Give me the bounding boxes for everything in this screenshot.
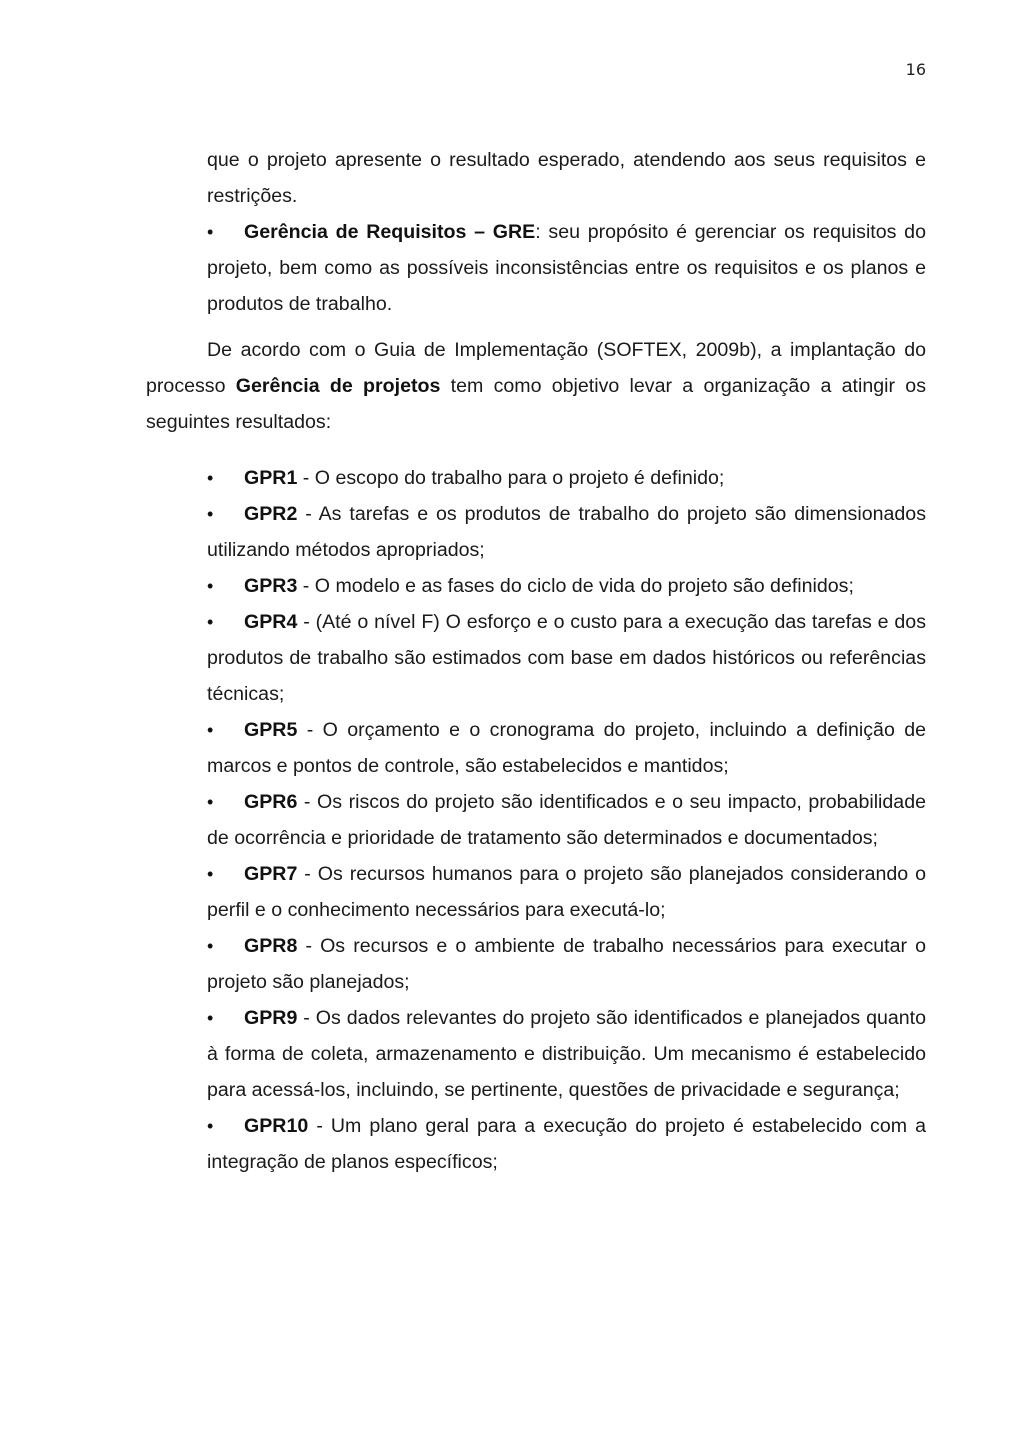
bullet-icon (207, 784, 244, 820)
list-item (207, 1108, 926, 1180)
list-item (207, 712, 926, 784)
bullet-icon (207, 928, 244, 964)
result-text: - (Até o nível F) O esforço e o custo para a execução das tarefas e dos produtos de trabalho são estimados com base em dados históricos ou referências técnicas; (207, 611, 926, 705)
result-text: - Os recursos e o ambiente de trabalho necessários para executar o projeto são planejados; (207, 935, 926, 993)
bullet-icon (207, 1000, 244, 1036)
bullet-icon (207, 568, 244, 604)
list-item (207, 568, 926, 604)
result-code: GPR3 (244, 575, 298, 597)
list-item (207, 460, 926, 496)
result-text: - As tarefas e os produtos de trabalho do projeto são dimensionados utilizando métodos apropriados; (207, 503, 926, 561)
result-code: GPR1 (244, 467, 298, 489)
body-paragraph (146, 332, 926, 440)
bullet-icon (207, 856, 244, 892)
list-item (207, 496, 926, 568)
paragraph-part1: De acordo com o Guia de Implementação (SOFTEX, 2009b), a implantação do processo (146, 339, 926, 397)
bullet-item-gre (207, 214, 926, 322)
result-code: GPR5 (244, 719, 298, 741)
result-text: - Os riscos do projeto são identificados e o seu impacto, probabilidade de ocorrência e prioridade de tratamento são determinados e documentados; (207, 791, 926, 849)
result-code: GPR9 (244, 1007, 298, 1029)
result-code: GPR10 (244, 1115, 309, 1137)
result-text: - Os recursos humanos para o projeto são planejados considerando o perfil e o conhecimento necessários para executá-lo; (207, 863, 926, 921)
list-item (207, 928, 926, 1000)
bullet-icon (207, 604, 244, 640)
result-code: GPR2 (244, 503, 298, 525)
bullet-icon (207, 214, 244, 250)
paragraph-part2: tem como objetivo levar a organização a atingir os seguintes resultados: (146, 375, 926, 433)
page-content (146, 142, 926, 1180)
result-text: - O orçamento e o cronograma do projeto, incluindo a definição de marcos e pontos de controle, são estabelecidos e mantidos; (207, 719, 926, 777)
bullet-icon (207, 712, 244, 748)
result-code: GPR6 (244, 791, 298, 813)
list-item (207, 856, 926, 928)
list-item (207, 604, 926, 712)
bullet-icon (207, 496, 244, 532)
result-text: - Os dados relevantes do projeto são identificados e planejados quanto à forma de coleta, armazenamento e distribuição. Um mecanismo é estabelecido para acessá-los, incluindo, se pertinente, questões de privacidade e segurança; (207, 1007, 926, 1101)
bullet-bold-label: Gerência de Requisitos – GRE (244, 221, 536, 243)
bullet-text: : seu propósito é gerenciar os requisitos do projeto, bem como as possíveis inconsistências entre os requisitos e os planos e produtos de trabalho. (207, 221, 926, 315)
bullet-icon (207, 460, 244, 496)
page-number: 16 (905, 60, 926, 79)
result-code: GPR8 (244, 935, 298, 957)
list-item (207, 784, 926, 856)
paragraph-bold: Gerência de projetos (235, 375, 441, 397)
results-list (146, 460, 926, 1180)
continuation-text: que o projeto apresente o resultado esperado, atendendo aos seus requisitos e restrições. (207, 149, 926, 207)
result-text: - O escopo do trabalho para o projeto é definido; (297, 467, 725, 489)
result-code: GPR7 (244, 863, 298, 885)
result-code: GPR4 (244, 611, 298, 633)
result-text: - O modelo e as fases do ciclo de vida do projeto são definidos; (297, 575, 854, 597)
result-text: - Um plano geral para a execução do projeto é estabelecido com a integração de planos específicos; (207, 1115, 926, 1173)
bullet-icon (207, 1108, 244, 1144)
list-item (207, 1000, 926, 1108)
